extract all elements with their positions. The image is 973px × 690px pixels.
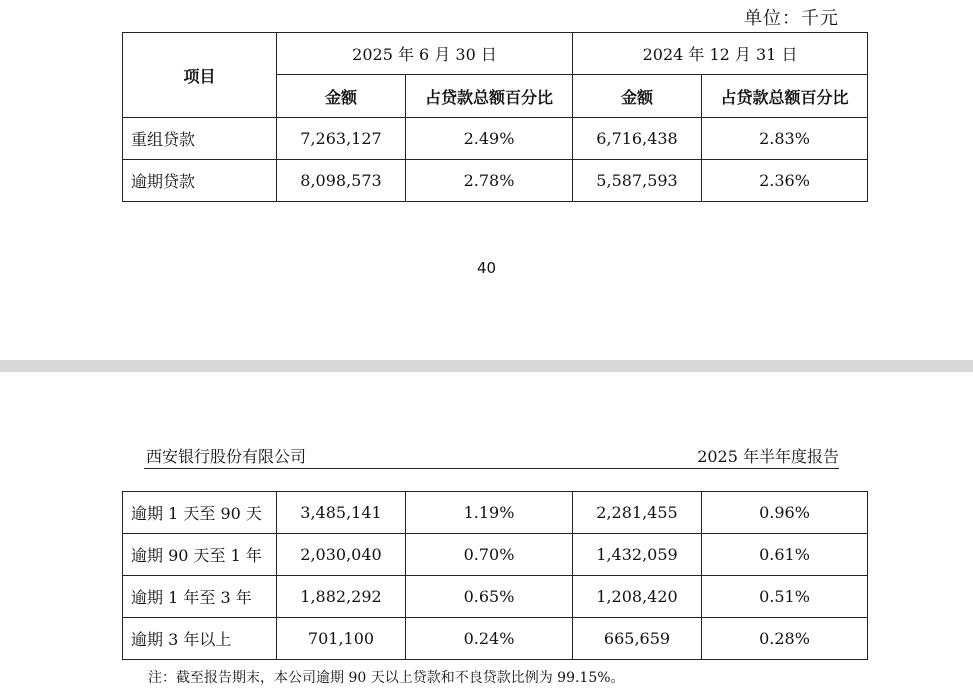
ratio-cell: 0.70% — [406, 534, 573, 576]
amount-cell: 6,716,438 — [573, 118, 702, 160]
ratio-cell: 0.96% — [702, 492, 868, 534]
amount-cell: 701,100 — [277, 618, 406, 660]
ratio-header: 占贷款总额百分比 — [406, 75, 573, 118]
table-row — [123, 160, 868, 202]
amount-header: 金额 — [573, 75, 702, 118]
item-header: 项目 — [123, 33, 277, 118]
row-label: 重组贷款 — [123, 118, 277, 160]
ratio-cell: 2.49% — [406, 118, 573, 160]
row-label: 逾期 3 年以上 — [123, 618, 277, 660]
row-label: 逾期 90 天至 1 年 — [123, 534, 277, 576]
company-name: 西安银行股份有限公司 — [146, 447, 307, 466]
row-label: 逾期 1 天至 90 天 — [123, 492, 277, 534]
amount-cell: 7,263,127 — [277, 118, 406, 160]
overdue-breakdown-table — [122, 491, 868, 660]
unit-label: 单位：千元 — [744, 8, 839, 29]
period-header-2025: 2025 年 6 月 30 日 — [277, 33, 573, 75]
amount-cell: 5,587,593 — [573, 160, 702, 202]
amount-header: 金额 — [277, 75, 406, 118]
footnote: 注：截至报告期末，本公司逾期 90 天以上贷款和不良贷款比例为 99.15%。 — [148, 670, 625, 686]
ratio-cell: 0.51% — [702, 576, 868, 618]
amount-cell: 8,098,573 — [277, 160, 406, 202]
page-number: 40 — [476, 259, 497, 277]
ratio-cell: 0.65% — [406, 576, 573, 618]
table-row — [123, 576, 868, 618]
ratio-header: 占贷款总额百分比 — [702, 75, 868, 118]
ratio-cell: 1.19% — [406, 492, 573, 534]
ratio-cell: 2.83% — [702, 118, 868, 160]
amount-cell: 2,281,455 — [573, 492, 702, 534]
period-header-2024: 2024 年 12 月 31 日 — [573, 33, 868, 75]
report-title: 2025 年半年度报告 — [697, 447, 839, 466]
loan-summary-table — [122, 32, 868, 202]
ratio-cell: 2.36% — [702, 160, 868, 202]
amount-cell: 1,882,292 — [277, 576, 406, 618]
ratio-cell: 2.78% — [406, 160, 573, 202]
amount-cell: 2,030,040 — [277, 534, 406, 576]
amount-cell: 665,659 — [573, 618, 702, 660]
table-row — [123, 618, 868, 660]
row-label: 逾期贷款 — [123, 160, 277, 202]
running-header — [144, 442, 839, 469]
table-row — [123, 118, 868, 160]
amount-cell: 3,485,141 — [277, 492, 406, 534]
ratio-cell: 0.28% — [702, 618, 868, 660]
table-row — [123, 534, 868, 576]
ratio-cell: 0.61% — [702, 534, 868, 576]
page-divider — [0, 360, 973, 372]
row-label: 逾期 1 年至 3 年 — [123, 576, 277, 618]
amount-cell: 1,432,059 — [573, 534, 702, 576]
table-row — [123, 492, 868, 534]
amount-cell: 1,208,420 — [573, 576, 702, 618]
ratio-cell: 0.24% — [406, 618, 573, 660]
